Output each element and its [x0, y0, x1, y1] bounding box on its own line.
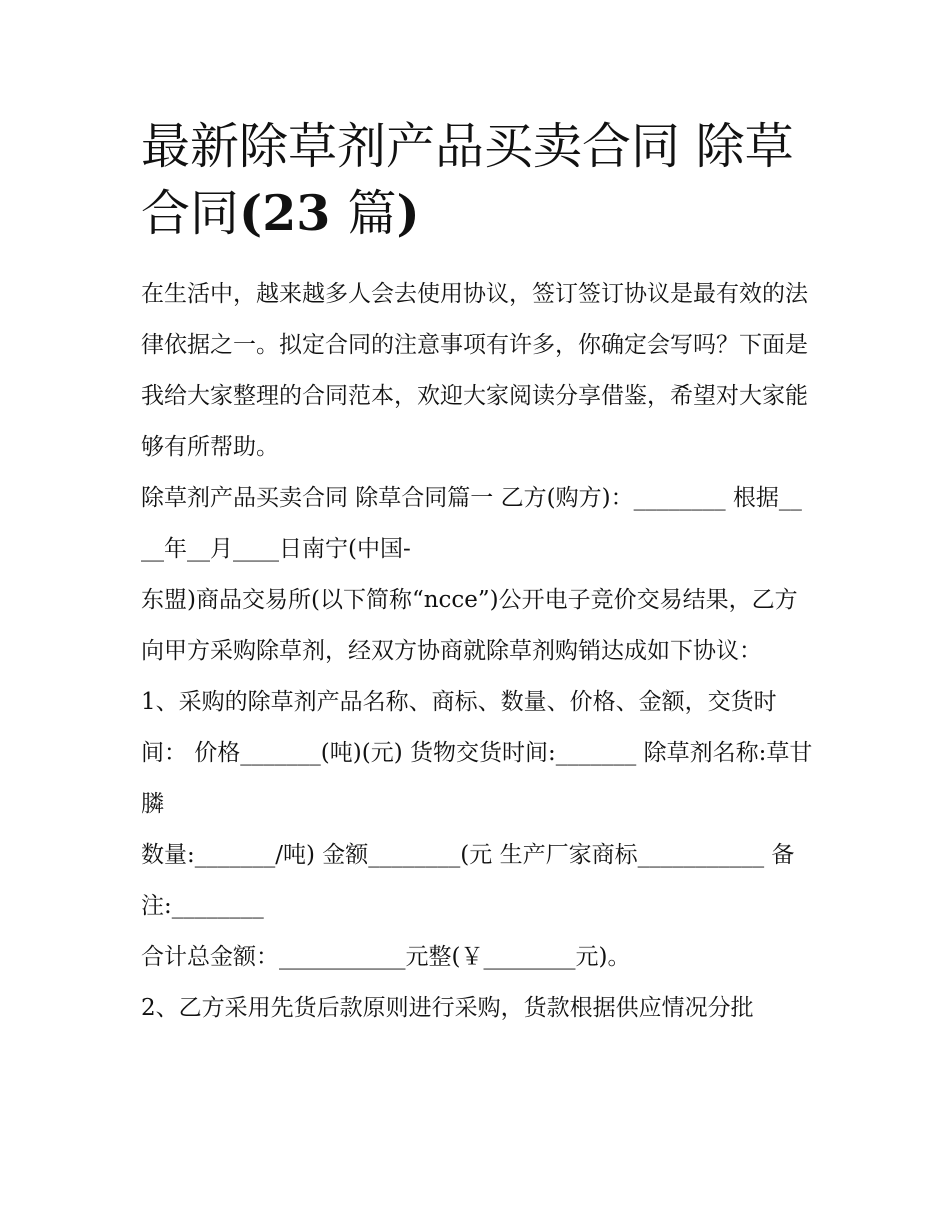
- clause-1-paragraph: 1、采购的除草剂产品名称、商标、数量、价格、金额，交货时间： 价格_______(吨)(元) 货物交货时间:_______ 除草剂名称:草甘膦: [141, 689, 813, 817]
- title-count: (23: [239, 184, 348, 242]
- title-unit: 篇: [347, 185, 397, 242]
- document-title: [141, 114, 813, 247]
- document-page: [141, 114, 813, 1034]
- intro-paragraph: 在生活中，越来越多人会去使用协议，签订签订协议是最有效的法律依据之一。拟定合同的注意事项有许多，你确定会写吗？下面是我给大家整理的合同范本，欢迎大家阅读分享借鉴，希望对大家能够有所帮助。: [141, 281, 808, 460]
- title-text: 最新除草剂产品买卖合同 除草合同: [141, 118, 794, 242]
- quantity-paragraph: 数量:_______/吨) 金额________(元 生产厂家商标___________ 备注:________: [141, 842, 795, 919]
- title-close: ): [396, 184, 420, 242]
- contract-parties-paragraph: 除草剂产品买卖合同 除草合同篇一 乙方(购方)：________ 根据____年__月____日南宁(中国-: [141, 485, 802, 562]
- clause-2-paragraph: 2、乙方采用先货后款原则进行采购，货款根据供应情况分批: [141, 995, 754, 1021]
- contract-basis-paragraph: 东盟)商品交易所(以下简称“ncce”)公开电子竞价交易结果，乙方向甲方采购除草剂，经双方协商就除草剂购销达成如下协议：: [141, 587, 798, 664]
- total-amount-paragraph: 合计总金额：___________元整(￥________元)。: [141, 944, 631, 970]
